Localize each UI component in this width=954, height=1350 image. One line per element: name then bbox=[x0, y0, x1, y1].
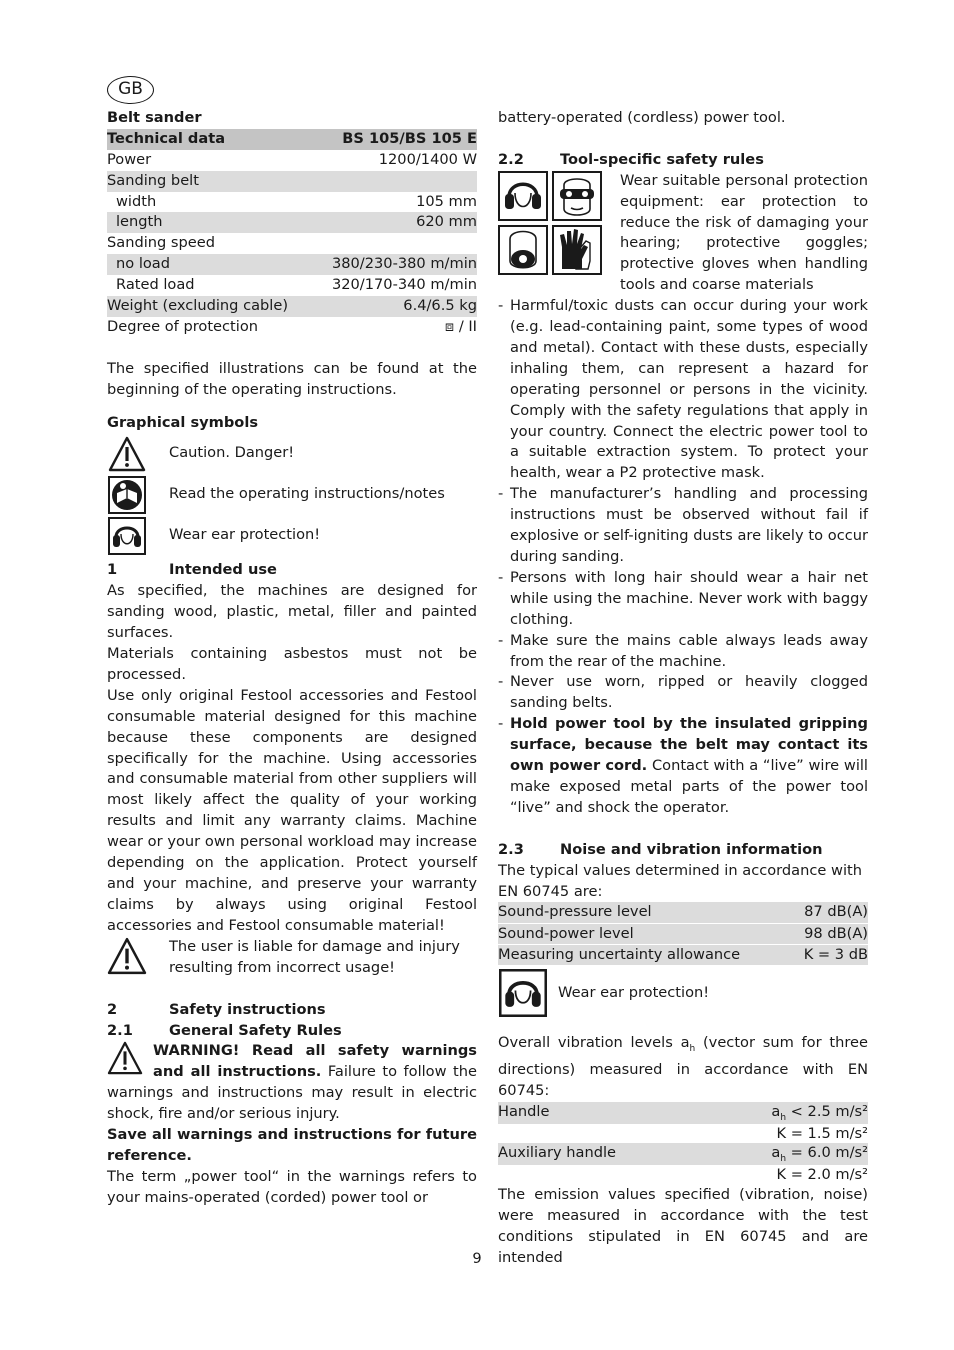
liability-note bbox=[107, 937, 477, 979]
goggles-icon bbox=[553, 172, 601, 220]
table-row bbox=[107, 171, 477, 192]
ppe-icons bbox=[498, 171, 610, 277]
row-label: Power bbox=[107, 150, 152, 168]
row-value: 6.4/6.5 kg bbox=[403, 297, 477, 315]
table-header-label: Technical data bbox=[107, 129, 226, 147]
safety-bullets bbox=[498, 296, 868, 819]
table-row bbox=[107, 317, 477, 338]
section-number: 2.1 bbox=[107, 1021, 133, 1039]
table-row bbox=[107, 212, 477, 233]
table-row: Measuring uncertainty allowance K = 3 dB bbox=[498, 946, 868, 964]
liability-text: The user is liable for damage and injury resulting from incorrect usage! bbox=[169, 937, 460, 976]
ppe-text: Wear suitable personal protection equipment: ear protection to reduce the risk of damaging your hearing; protective goggles; protective gloves when handling tools and coarse materials bbox=[620, 171, 868, 294]
table-row bbox=[107, 233, 477, 254]
gloves-icon bbox=[553, 226, 601, 274]
save-instructions: Save all warnings and instructions for future reference. bbox=[107, 1126, 477, 1164]
row-value: 620 mm bbox=[416, 213, 477, 231]
left-column bbox=[107, 108, 477, 1209]
row-label: Sanding speed bbox=[107, 234, 216, 252]
table-header bbox=[107, 129, 477, 150]
general-warning bbox=[107, 1041, 477, 1125]
ear-protection-icon bbox=[499, 172, 547, 220]
list-item: - Persons with long hair should wear a hair net while using the machine. Never work with baggy clothing. bbox=[510, 568, 868, 631]
table-row: Sound-power level 98 dB(A) bbox=[498, 925, 868, 943]
row-label: Degree of protection bbox=[107, 317, 259, 335]
symbol-ear bbox=[107, 515, 477, 556]
row-value: ⧈ / II bbox=[444, 317, 477, 335]
table-row bbox=[107, 192, 477, 213]
table-row: Handle $a_h < 2.5$ m/s² bbox=[498, 1102, 868, 1123]
section-2-1-heading bbox=[107, 1021, 477, 1042]
symbol-caution bbox=[107, 433, 477, 474]
section-1-heading bbox=[107, 560, 477, 581]
table-row: Auxiliary handle $a_h = 6.0$ m/s² bbox=[498, 1144, 868, 1165]
section-2-3-heading bbox=[498, 840, 868, 861]
section-number: 2.3 bbox=[498, 840, 524, 858]
table-row bbox=[107, 150, 477, 171]
section-2-2-heading bbox=[498, 150, 868, 171]
power-tool-term: The term „power tool“ in the warnings refers to your mains-operated (corded) power tool or bbox=[107, 1167, 477, 1206]
section-2-heading bbox=[107, 1000, 477, 1021]
symbol-ear-right bbox=[498, 965, 868, 1021]
symbol-caution-text: Caution. Danger! bbox=[169, 444, 295, 462]
list-item: - The manufacturer’s handling and processing instructions must be observed without fail if explosive or self-igniting dusts are likely to occur during sanding. bbox=[510, 484, 868, 568]
technical-data-table bbox=[107, 129, 477, 338]
section-title: Noise and vibration information bbox=[560, 840, 823, 858]
ear-protection-text: Wear ear protection! bbox=[558, 983, 710, 1001]
read-manual-icon bbox=[107, 475, 147, 515]
row-label: no load bbox=[116, 255, 171, 273]
continuation-text: battery-operated (cordless) power tool. bbox=[498, 109, 786, 126]
table-row bbox=[107, 296, 477, 317]
row-value: 1200/1400 W bbox=[378, 150, 477, 168]
emission-text: The emission values specified (vibration, noise) were measured in accordance with the test conditions stipulated in EN 60745 and are intended bbox=[498, 1186, 868, 1266]
table-row: K = 1.5 m/s² bbox=[498, 1123, 868, 1144]
mask-icon bbox=[499, 226, 547, 274]
table-row bbox=[107, 254, 477, 275]
section-number: 1 bbox=[107, 561, 118, 579]
ear-protection-icon bbox=[107, 516, 147, 556]
row-label: Sanding belt bbox=[107, 171, 199, 189]
intended-use-p2: Materials containing asbestos must not be processed. bbox=[107, 645, 477, 683]
vibration-intro: Overall vibration levels $a_h$ (vector sum for three directions) measured in accordance with EN 60745: bbox=[498, 1034, 868, 1099]
page-number: 9 bbox=[472, 1250, 482, 1267]
row-label: length bbox=[116, 213, 163, 231]
graphical-symbols-heading: Graphical symbols bbox=[107, 413, 259, 431]
row-value: 380/230-380 m/min bbox=[331, 255, 477, 273]
ppe-block bbox=[498, 171, 868, 296]
row-label: width bbox=[116, 192, 157, 210]
warning-triangle-icon bbox=[107, 434, 147, 474]
row-value: 320/170-340 m/min bbox=[331, 276, 477, 294]
list-item: - Never use worn, ripped or heavily clogged sanding belts. bbox=[510, 672, 868, 714]
row-label: Weight (excluding cable) bbox=[107, 297, 289, 315]
noise-intro: The typical values determined in accordance with EN 60745 are: bbox=[498, 861, 862, 900]
symbol-ear-text: Wear ear protection! bbox=[169, 526, 321, 544]
section-title: Intended use bbox=[169, 561, 277, 579]
intended-use-p3: Use only original Festool accessories and Festool consumable material designed for this machine because these components are designed specifically for the machine. Using accessories and consumable material from other suppliers will most likely affect the quality of your working results and limit any warranty claims. Machine wear or your own personal workload may increase depending on the application. Protect yourself and your machine, and preserve your warranty claims by always using original Festool accessories and Festool consumable material! bbox=[107, 686, 477, 934]
table-header-model: BS 105/BS 105 E bbox=[342, 129, 477, 147]
section-number: 2.2 bbox=[498, 150, 524, 168]
noise-table bbox=[498, 902, 868, 965]
right-column bbox=[498, 108, 868, 1269]
list-item: - Hold power tool by the insulated gripping surface, because the belt may contact its own power cord. Contact with a “live” wire will make exposed metal parts of the power tool “live” and shock the operator. bbox=[510, 714, 868, 819]
illustrations-note: The specified illustrations can be found at the beginning of the operating instructions. bbox=[107, 359, 477, 398]
symbol-read bbox=[107, 474, 477, 515]
list-item: - Make sure the mains cable always leads away from the rear of the machine. bbox=[510, 631, 868, 673]
section-title: Tool-specific safety rules bbox=[560, 150, 764, 168]
row-value: 105 mm bbox=[416, 192, 477, 210]
table-row bbox=[107, 275, 477, 296]
table-row: Sound-pressure level 87 dB(A) bbox=[498, 902, 868, 923]
section-number: 2 bbox=[107, 1000, 118, 1018]
intended-use-p1: As specified, the machines are designed for sanding wood, plastic, metal, filler and painted surfaces. bbox=[107, 582, 477, 642]
warning-rest: Failure to follow the warnings and instructions may result in electric shock, fire and/or serious injury. bbox=[107, 1063, 477, 1123]
language-badge: GB bbox=[107, 76, 154, 104]
section-title: General Safety Rules bbox=[169, 1021, 342, 1039]
symbol-read-text: Read the operating instructions/notes bbox=[169, 485, 445, 503]
warning-triangle-icon bbox=[107, 1041, 147, 1077]
warning-bold: WARNING! Read all safety warnings and all instructions. bbox=[153, 1042, 477, 1081]
vibration-table bbox=[498, 1102, 868, 1186]
ear-protection-icon bbox=[498, 968, 548, 1018]
row-label: Rated load bbox=[116, 276, 195, 294]
product-title: Belt sander bbox=[107, 109, 202, 126]
list-item: - Harmful/toxic dusts can occur during your work (e.g. lead-containing paint, some types of wood and metal). Contact with these dusts, especially inhaling them, can represent a hazard for operating personnel or persons in the vicinity. Comply with the safety regulations that apply in your country. Connect the electric power tool to a suitable extraction system. To protect your health, wear a P2 protective mask. bbox=[510, 296, 868, 484]
section-title: Safety instructions bbox=[169, 1000, 326, 1018]
table-row: K = 2.0 m/s² bbox=[498, 1164, 868, 1185]
warning-triangle-icon bbox=[107, 937, 163, 979]
